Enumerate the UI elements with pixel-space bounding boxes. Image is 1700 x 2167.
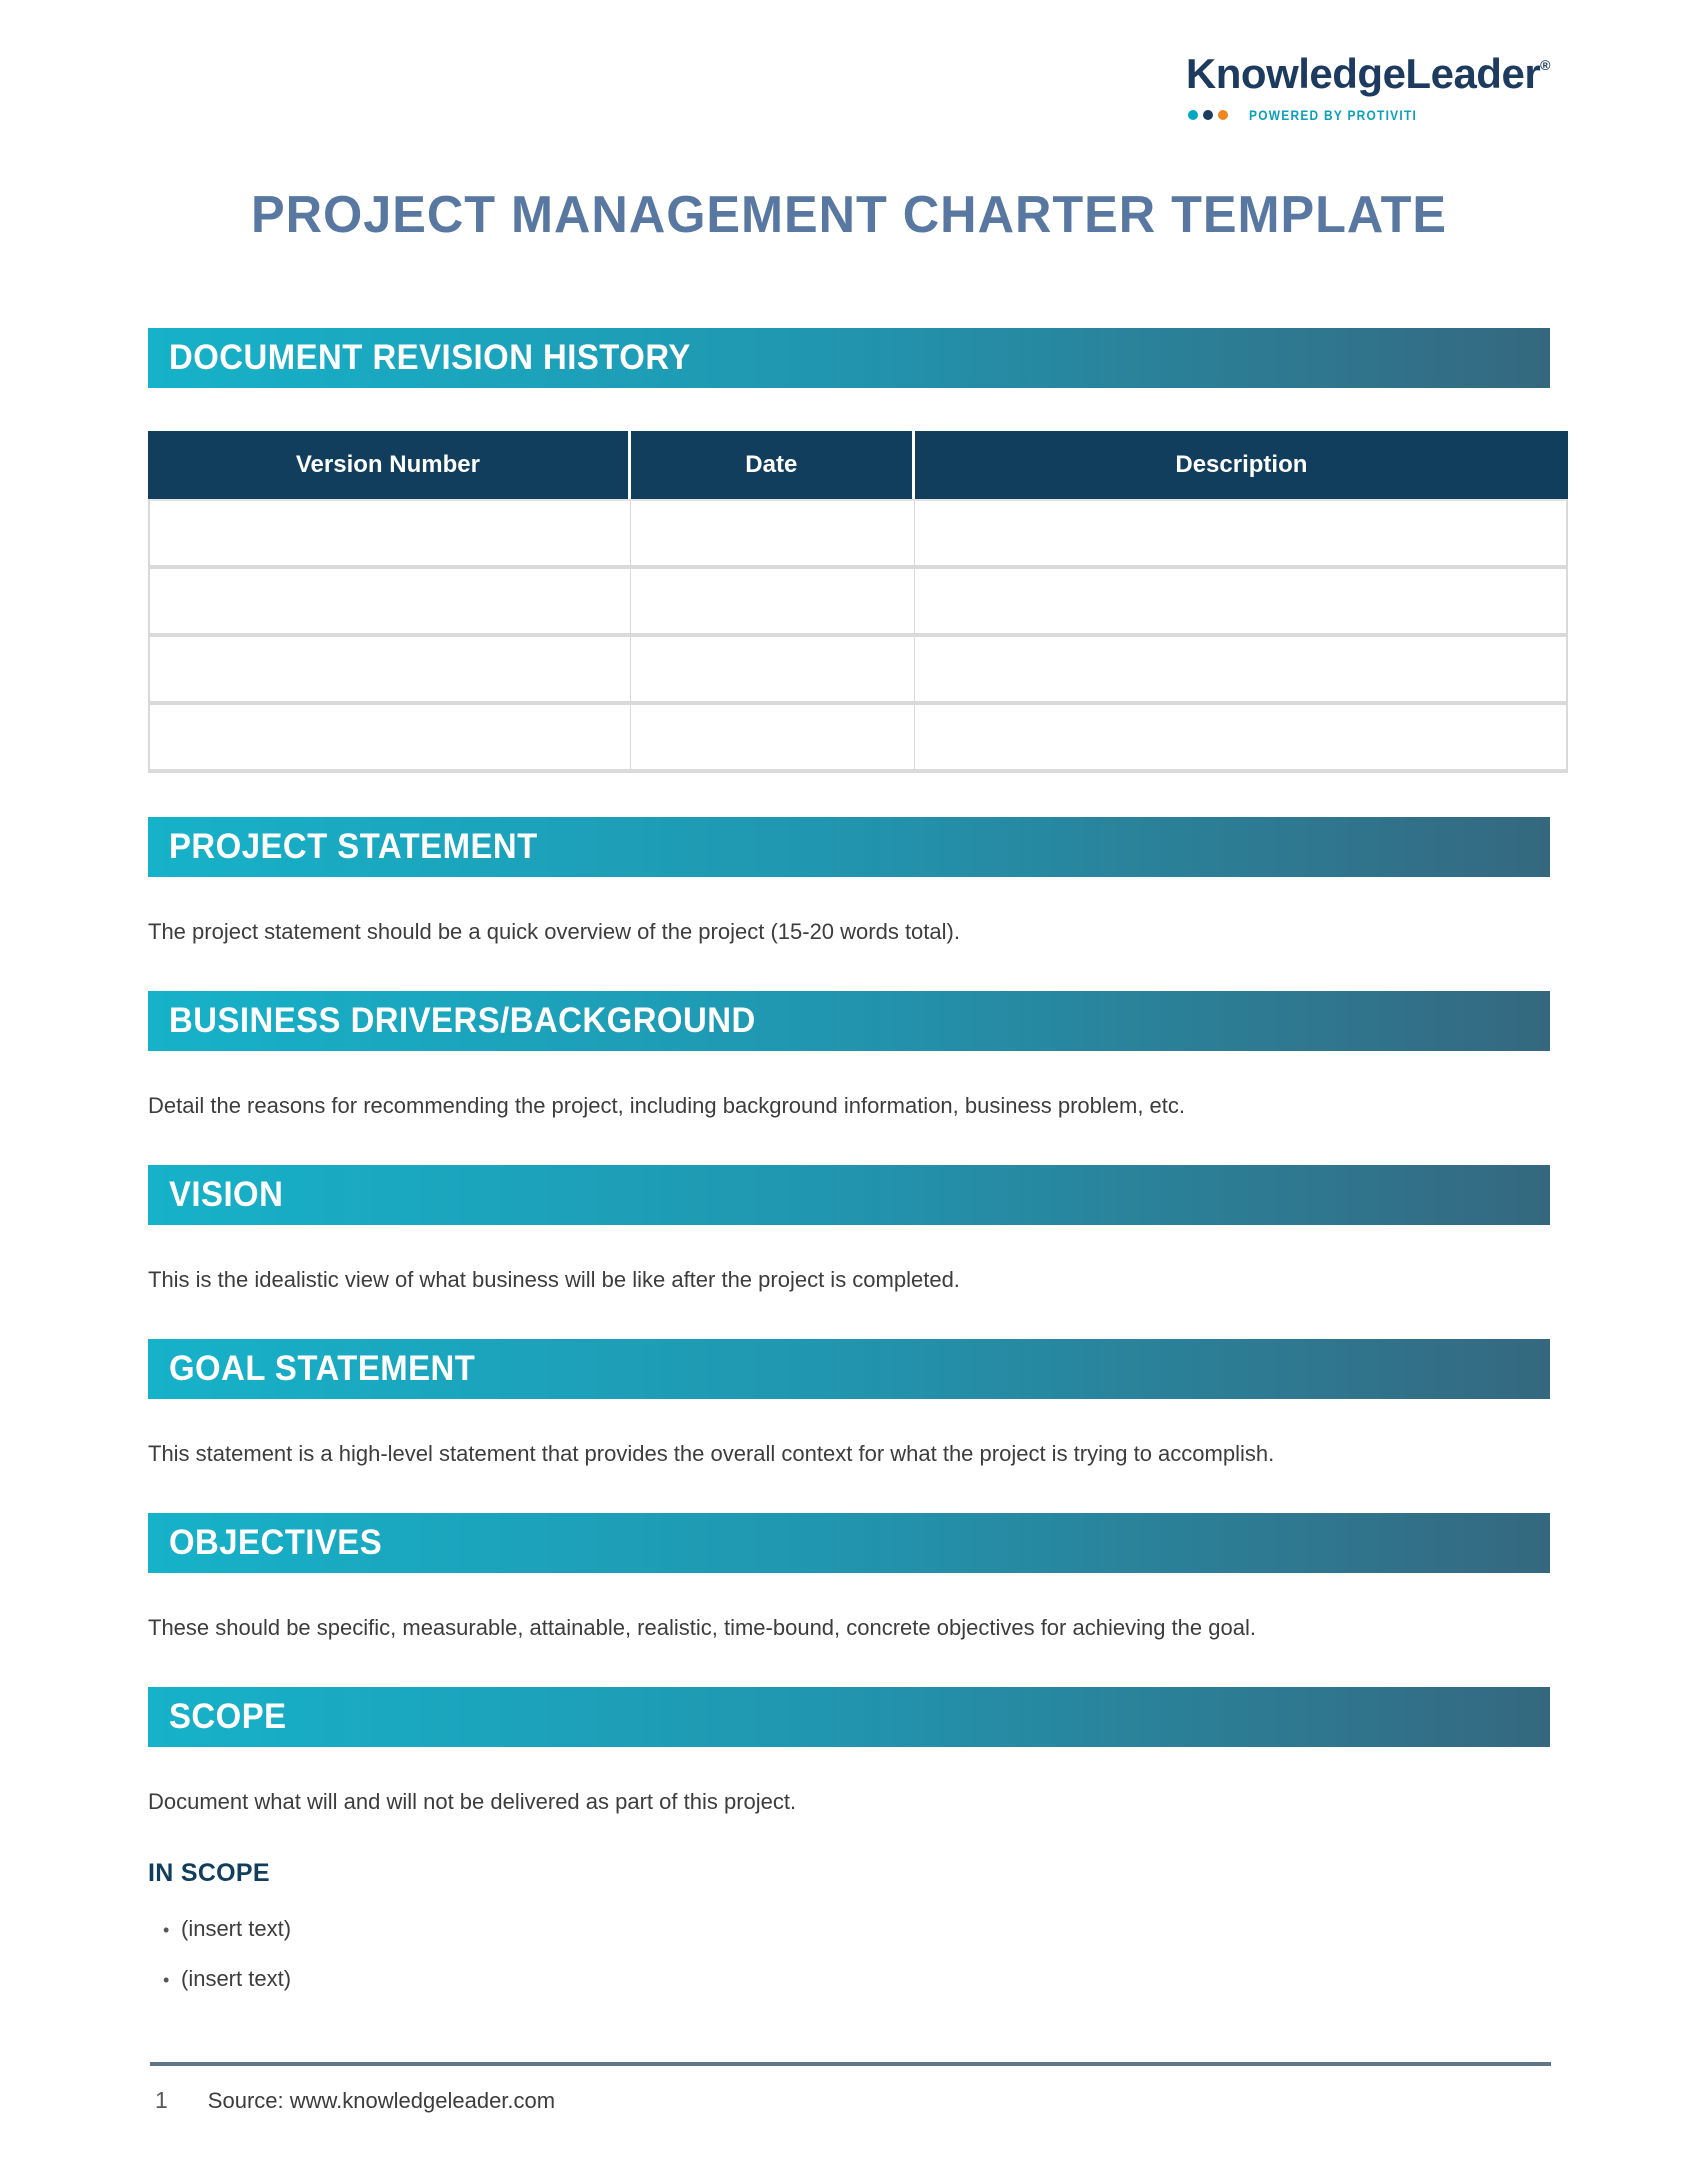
footer-rule xyxy=(150,2062,1551,2066)
table-cell xyxy=(631,705,915,773)
knowledgeleader-logo xyxy=(1185,50,1550,123)
section-heading: PROJECT STATEMENT xyxy=(169,827,538,867)
brand-name: KnowledgeLeader xyxy=(1185,50,1541,97)
source-text: Source: www.knowledgeleader.com xyxy=(207,2088,556,2113)
orange-dot-icon xyxy=(1218,110,1228,120)
list-item xyxy=(148,1914,1550,1945)
section-body-objectives: These should be specific, measurable, attainable, realistic, time-bound, concrete objectives for achieving the goal. xyxy=(148,1615,1256,1641)
table-cell xyxy=(915,705,1568,773)
brand-tagline: POWERED BY PROTIVITI xyxy=(1248,107,1418,123)
list-item xyxy=(148,1964,1550,1995)
column-header-description: Description xyxy=(915,431,1568,499)
bullet-icon: • xyxy=(163,1970,170,1991)
table-header-row xyxy=(148,431,1568,499)
section-heading: VISION xyxy=(169,1175,284,1215)
page-title: PROJECT MANAGEMENT CHARTER TEMPLATE xyxy=(251,186,1447,244)
in-scope-subheading: IN SCOPE xyxy=(148,1859,270,1888)
section-bar-document-revision-history xyxy=(148,328,1550,388)
section-heading: GOAL STATEMENT xyxy=(169,1349,476,1389)
section-heading: SCOPE xyxy=(169,1697,287,1737)
table-cell xyxy=(631,569,915,637)
revision-history-table xyxy=(148,431,1568,773)
section-heading: DOCUMENT REVISION HISTORY xyxy=(169,338,691,378)
section-body-scope: Document what will and will not be delivered as part of this project. xyxy=(148,1789,797,1815)
table-cell xyxy=(148,499,631,569)
section-heading: BUSINESS DRIVERS/BACKGROUND xyxy=(169,1001,756,1041)
teal-dot-icon xyxy=(1188,110,1198,120)
brand-subrow xyxy=(1186,107,1550,123)
navy-dot-icon xyxy=(1203,110,1213,120)
page-number: 1 xyxy=(155,2087,168,2113)
table-cell xyxy=(148,705,631,773)
table-row xyxy=(148,705,1568,773)
column-header-date: Date xyxy=(631,431,915,499)
table-row xyxy=(148,499,1568,569)
table-row xyxy=(148,569,1568,637)
registered-trademark-icon: ® xyxy=(1540,57,1550,73)
section-bar-project-statement xyxy=(148,817,1550,877)
table-cell xyxy=(915,499,1568,569)
table-cell xyxy=(631,637,915,705)
section-body-goal-statement: This statement is a high-level statement that provides the overall context for what the project is trying to accomplish. xyxy=(148,1441,1275,1467)
bullet-text: (insert text) xyxy=(181,1916,292,1942)
revision-table-header xyxy=(148,431,1568,499)
section-heading: OBJECTIVES xyxy=(169,1523,383,1563)
bullet-text: (insert text) xyxy=(181,1966,292,1992)
section-body-business-drivers: Detail the reasons for recommending the project, including background information, business problem, etc. xyxy=(148,1093,1185,1119)
brand-dots-icon xyxy=(1188,110,1228,120)
footer xyxy=(155,2087,555,2114)
section-body-project-statement: The project statement should be a quick overview of the project (15-20 words total). xyxy=(148,919,960,945)
table-cell xyxy=(148,569,631,637)
revision-table-body xyxy=(148,499,1568,773)
section-bar-scope xyxy=(148,1687,1550,1747)
column-header-version-number: Version Number xyxy=(148,431,631,499)
brand-wordmark xyxy=(1185,50,1550,97)
section-bar-business-drivers xyxy=(148,991,1550,1051)
table-cell xyxy=(915,569,1568,637)
section-body-vision: This is the idealistic view of what business will be like after the project is completed. xyxy=(148,1267,960,1293)
bullet-icon: • xyxy=(163,1920,170,1941)
table-cell xyxy=(148,637,631,705)
table-cell xyxy=(915,637,1568,705)
section-bar-goal-statement xyxy=(148,1339,1550,1399)
table-row xyxy=(148,637,1568,705)
table-cell xyxy=(631,499,915,569)
section-bar-vision xyxy=(148,1165,1550,1225)
section-bar-objectives xyxy=(148,1513,1550,1573)
